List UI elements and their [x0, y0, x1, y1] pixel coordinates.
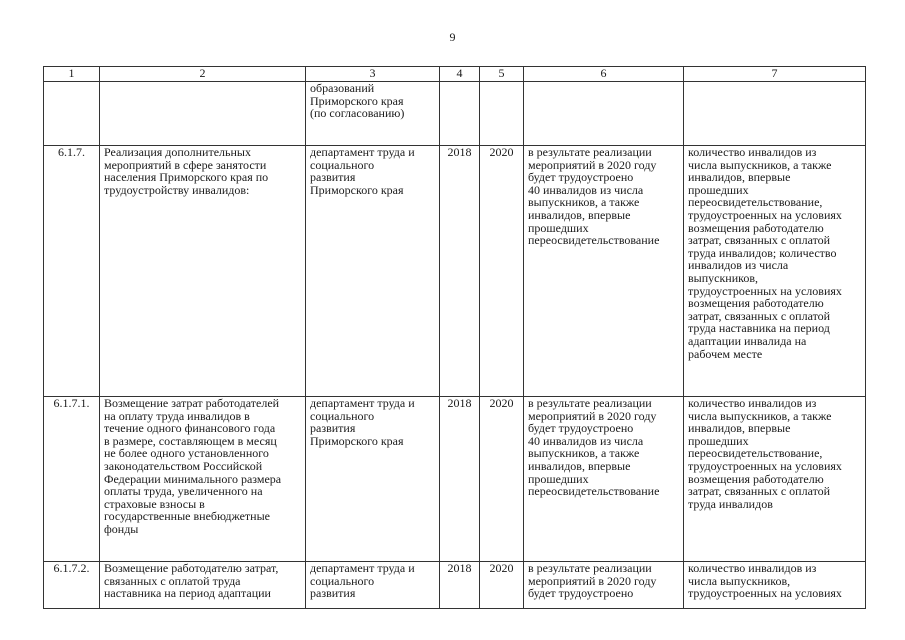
- measure-number: 6.1.7.1.: [44, 397, 100, 562]
- executor-cell: [306, 146, 440, 397]
- measure-name: [100, 562, 306, 609]
- cell-line: развития: [310, 586, 356, 601]
- cell-line: развития: [310, 170, 356, 185]
- cell-line: возмещения работодателю: [688, 296, 824, 311]
- cell-line: законодательством Российской: [104, 458, 263, 473]
- column-header-1: 1: [44, 67, 100, 82]
- cell-line: наставника на период адаптации: [104, 586, 271, 601]
- expected-result: [524, 562, 684, 609]
- cell-line: Приморского края: [310, 182, 404, 197]
- cell-line: трудоустроенных на условиях: [688, 207, 842, 222]
- cell-line: департамент труда и: [310, 145, 415, 159]
- cell-line: трудоустроенных на условиях: [688, 283, 842, 298]
- cell-line: выпускников,: [688, 270, 759, 285]
- cell-line: затрат, связанных с оплатой: [688, 233, 831, 248]
- measure-name: [100, 397, 306, 562]
- end-year: 2020: [480, 146, 524, 397]
- cell-line: будет трудоустроено: [528, 586, 634, 601]
- start-year: 2018: [440, 146, 480, 397]
- cell-line: в результате реализации: [528, 145, 652, 159]
- cell-line: мероприятий в 2020 году: [528, 408, 657, 423]
- measure-number: [44, 82, 100, 146]
- cell-line: в результате реализации: [528, 396, 652, 410]
- table-row: [44, 146, 866, 397]
- column-header-5: 5: [480, 67, 524, 82]
- cell-line: возмещения работодателю: [688, 471, 824, 486]
- cell-line: в результате реализации: [528, 561, 652, 575]
- table-row: [44, 397, 866, 562]
- executor-cell: [306, 82, 440, 146]
- executor-cell: [306, 562, 440, 609]
- cell-line: переосвидетельствование: [528, 484, 660, 499]
- cell-line: (по согласованию): [310, 106, 405, 121]
- indicator-cell: [684, 146, 866, 397]
- cell-line: труда наставника на период: [688, 321, 830, 336]
- column-header-2: 2: [100, 67, 306, 82]
- cell-line: инвалидов, впервые: [688, 170, 791, 185]
- column-header-6: 6: [524, 67, 684, 82]
- measure-name: [100, 146, 306, 397]
- cell-line: связанных с оплатой труда: [104, 573, 241, 588]
- cell-line: фонды: [104, 521, 139, 536]
- cell-line: будет трудоустроено: [528, 170, 634, 185]
- cell-line: образований: [310, 81, 375, 95]
- cell-line: рабочем месте: [688, 346, 763, 361]
- page-number: 9: [449, 30, 456, 44]
- header-row: [44, 67, 866, 82]
- cell-line: адаптации инвалида на: [688, 333, 807, 348]
- end-year: 2020: [480, 562, 524, 609]
- cell-line: развития: [310, 421, 356, 436]
- cell-line: Приморского края: [310, 433, 404, 448]
- cell-line: Федерации минимального размера: [104, 471, 282, 486]
- start-year: [440, 82, 480, 146]
- measure-name: [100, 82, 306, 146]
- cell-line: департамент труда и: [310, 561, 415, 575]
- cell-line: переосвидетельствование: [528, 233, 660, 248]
- column-header-4: 4: [440, 67, 480, 82]
- cell-line: мероприятий в сфере занятости: [104, 157, 267, 172]
- indicator-cell: [684, 562, 866, 609]
- cell-line: затрат, связанных с оплатой: [688, 308, 831, 323]
- cell-line: на оплату труда инвалидов в: [104, 408, 250, 423]
- cell-line: прошедших: [688, 433, 749, 448]
- cell-line: труда инвалидов: [688, 496, 773, 511]
- cell-line: трудоустройству инвалидов:: [104, 182, 250, 197]
- cell-line: мероприятий в 2020 году: [528, 157, 657, 172]
- cell-line: прошедших: [528, 220, 589, 235]
- start-year: 2018: [440, 397, 480, 562]
- cell-line: выпускников, а также: [528, 195, 640, 210]
- end-year: 2020: [480, 397, 524, 562]
- cell-line: числа выпускников, а также: [688, 157, 832, 172]
- cell-line: 40 инвалидов из числа: [528, 433, 644, 448]
- cell-line: переосвидетельствование,: [688, 195, 823, 210]
- column-header-3: 3: [306, 67, 440, 82]
- cell-line: Возмещение работодателю затрат,: [104, 561, 279, 575]
- expected-result: [524, 397, 684, 562]
- cell-line: не более одного установленного: [104, 446, 269, 461]
- cell-line: департамент труда и: [310, 396, 415, 410]
- start-year: 2018: [440, 562, 480, 609]
- table-row: [44, 562, 866, 609]
- cell-line: инвалидов, впервые: [528, 458, 631, 473]
- measure-number: 6.1.7.: [44, 146, 100, 397]
- cell-line: трудоустроенных на условиях: [688, 458, 842, 473]
- cell-line: количество инвалидов из: [688, 396, 817, 410]
- expected-result: [524, 82, 684, 146]
- cell-line: возмещения работодателю: [688, 220, 824, 235]
- cell-line: государственные внебюджетные: [104, 509, 270, 524]
- cell-line: затрат, связанных с оплатой: [688, 484, 831, 499]
- cell-line: течение одного финансового года: [104, 421, 276, 436]
- column-header-7: 7: [684, 67, 866, 82]
- cell-line: выпускников, а также: [528, 446, 640, 461]
- cell-line: в размере, составляющем в месяц: [104, 433, 277, 448]
- cell-line: переосвидетельствование,: [688, 446, 823, 461]
- cell-line: числа выпускников, а также: [688, 408, 832, 423]
- cell-line: количество инвалидов из: [688, 145, 817, 159]
- cell-line: социального: [310, 573, 375, 588]
- cell-line: Приморского края: [310, 93, 404, 108]
- table-row: [44, 82, 866, 146]
- cell-line: Реализация дополнительных: [104, 145, 251, 159]
- cell-line: населения Приморского края по: [104, 170, 269, 185]
- cell-line: прошедших: [528, 471, 589, 486]
- measures-table: [43, 66, 866, 609]
- cell-line: оплаты труда, увеличенного на: [104, 484, 263, 499]
- cell-line: инвалидов из числа: [688, 258, 789, 273]
- cell-line: прошедших: [688, 182, 749, 197]
- cell-line: трудоустроенных на условиях: [688, 586, 842, 601]
- end-year: [480, 82, 524, 146]
- executor-cell: [306, 397, 440, 562]
- cell-line: будет трудоустроено: [528, 421, 634, 436]
- cell-line: социального: [310, 408, 375, 423]
- cell-line: инвалидов, впервые: [688, 421, 791, 436]
- cell-line: мероприятий в 2020 году: [528, 573, 657, 588]
- cell-line: труда инвалидов; количество: [688, 245, 837, 260]
- expected-result: [524, 146, 684, 397]
- indicator-cell: [684, 397, 866, 562]
- cell-line: Возмещение затрат работодателей: [104, 396, 280, 410]
- indicator-cell: [684, 82, 866, 146]
- cell-line: инвалидов, впервые: [528, 207, 631, 222]
- cell-line: числа выпускников,: [688, 573, 791, 588]
- cell-line: страховые взносы в: [104, 496, 205, 511]
- cell-line: количество инвалидов из: [688, 561, 817, 575]
- cell-line: социального: [310, 157, 375, 172]
- measure-number: 6.1.7.2.: [44, 562, 100, 609]
- cell-line: 40 инвалидов из числа: [528, 182, 644, 197]
